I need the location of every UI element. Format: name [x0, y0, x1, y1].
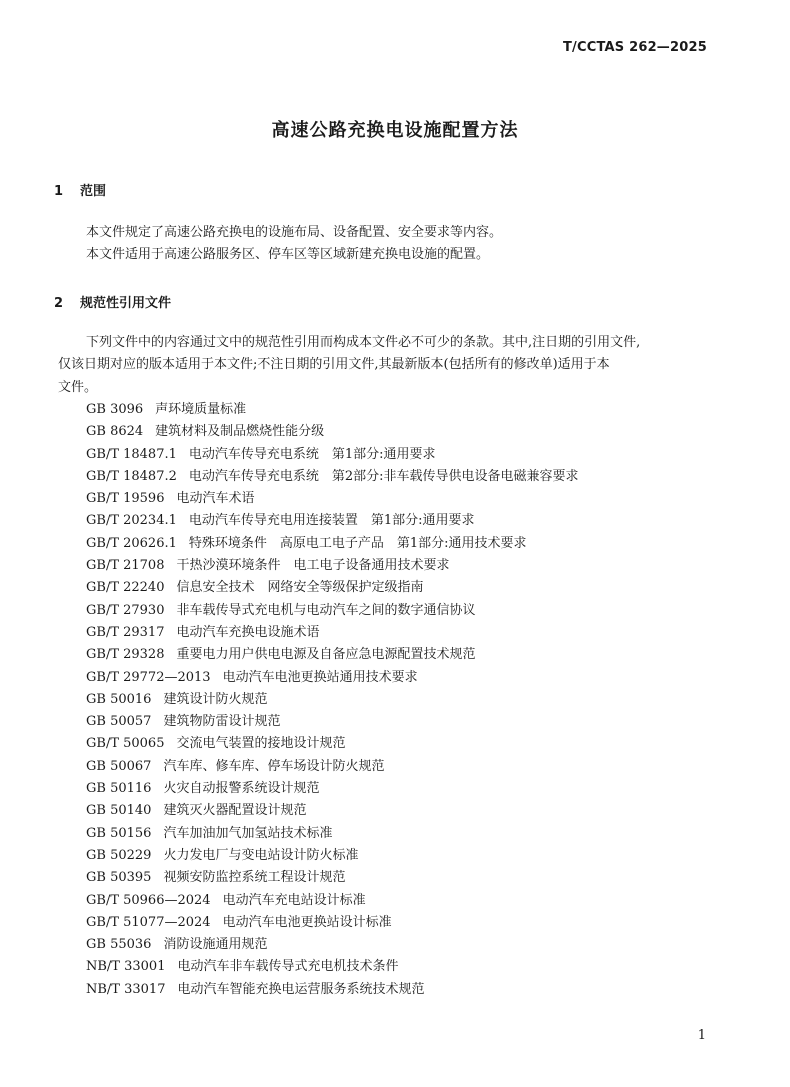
- reference-item: [86, 510, 579, 532]
- section-2-number: 2: [54, 296, 64, 311]
- reference-title: 建筑设计防火规范: [163, 691, 268, 707]
- page-number: 1: [697, 1028, 706, 1043]
- reference-title: 火灾自动报警系统设计规范: [163, 781, 320, 797]
- reference-code: GB 50140: [86, 803, 152, 819]
- reference-title: 汽车加油加气加氢站技术标准: [163, 825, 333, 841]
- reference-code: GB/T 20234.1: [86, 513, 177, 529]
- reference-title: 重要电力用户供电电源及自备应急电源配置技术规范: [176, 647, 476, 663]
- standard-code: T/CCTAS 262—2025: [562, 40, 707, 55]
- reference-item: [86, 689, 579, 711]
- reference-title: 电动汽车电池更换站通用技术要求: [222, 669, 418, 685]
- reference-title: 电动汽车传导充电系统 第1部分:通用要求: [188, 446, 436, 462]
- reference-item: [86, 466, 579, 488]
- section-1-line-2: 本文件适用于高速公路服务区、停车区等区域新建充换电设施的配置。: [86, 247, 490, 263]
- reference-title: 电动汽车术语: [176, 491, 255, 507]
- normative-reference-list: [86, 399, 579, 1001]
- reference-title: 电动汽车电池更换站设计标准: [222, 914, 392, 930]
- reference-item: [86, 823, 579, 845]
- reference-title: 消防设施通用规范: [163, 937, 268, 953]
- reference-title: 电动汽车充电站设计标准: [222, 892, 366, 908]
- reference-item: [86, 912, 579, 934]
- reference-item: [86, 577, 579, 599]
- reference-item: [86, 979, 579, 1001]
- reference-item: [86, 778, 579, 800]
- reference-code: GB 50229: [86, 847, 152, 863]
- reference-code: GB 8624: [86, 424, 144, 440]
- reference-title: 特殊环境条件 高原电工电子产品 第1部分:通用技术要求: [188, 535, 527, 551]
- reference-code: GB 55036: [86, 937, 152, 953]
- reference-title: 建筑材料及制品燃烧性能分级: [155, 424, 325, 440]
- reference-code: GB/T 50065: [86, 736, 165, 752]
- reference-item: [86, 421, 579, 443]
- reference-code: GB 50057: [86, 714, 152, 730]
- section-1-heading: [54, 180, 106, 199]
- section-1-body: [58, 222, 718, 267]
- section-1-title: 范围: [80, 184, 107, 199]
- reference-code: GB 50016: [86, 691, 152, 707]
- reference-code: GB/T 29328: [86, 647, 165, 663]
- section-2-heading: [54, 292, 171, 311]
- reference-title: 建筑物防雷设计规范: [163, 714, 281, 730]
- reference-code: GB/T 27930: [86, 602, 165, 618]
- reference-item: [86, 600, 579, 622]
- reference-item: [86, 756, 579, 778]
- reference-code: GB 50116: [86, 781, 152, 797]
- reference-item: [86, 488, 579, 510]
- reference-item: [86, 667, 579, 689]
- section-2-intro-line-1: 下列文件中的内容通过文中的规范性引用而构成本文件必不可少的条款。其中,注日期的引用文件,: [86, 335, 641, 350]
- reference-code: GB/T 29317: [86, 624, 165, 640]
- reference-item: [86, 956, 579, 978]
- reference-code: GB/T 51077—2024: [86, 914, 211, 930]
- reference-title: 非车载传导式充电机与电动汽车之间的数字通信协议: [176, 602, 476, 618]
- section-2-intro: [58, 332, 718, 399]
- reference-code: GB/T 29772—2013: [86, 669, 211, 685]
- reference-title: 电动汽车非车载传导式充电机技术条件: [177, 959, 399, 975]
- reference-item: [86, 867, 579, 889]
- section-2-intro-line-2: 仅该日期对应的版本适用于本文件;不注日期的引用文件,其最新版本(包括所有的修改单)适用于本: [58, 357, 610, 373]
- reference-code: GB/T 18487.2: [86, 468, 177, 484]
- reference-title: 信息安全技术 网络安全等级保护定级指南: [176, 580, 424, 596]
- reference-code: GB/T 19596: [86, 491, 165, 507]
- reference-item: [86, 890, 579, 912]
- reference-item: [86, 533, 579, 555]
- reference-code: GB 50067: [86, 758, 152, 774]
- reference-code: GB 50156: [86, 825, 152, 841]
- section-2-title: 规范性引用文件: [80, 296, 172, 311]
- reference-code: NB/T 33001: [86, 959, 166, 975]
- reference-title: 电动汽车充换电设施术语: [176, 624, 320, 640]
- reference-title: 建筑灭火器配置设计规范: [163, 803, 307, 819]
- reference-code: GB/T 18487.1: [86, 446, 177, 462]
- reference-code: GB/T 21708: [86, 558, 165, 574]
- reference-code: GB/T 50966—2024: [86, 892, 211, 908]
- reference-item: [86, 555, 579, 577]
- section-1-number: 1: [54, 184, 64, 199]
- reference-title: 声环境质量标准: [155, 402, 247, 417]
- reference-item: [86, 644, 579, 666]
- reference-item: [86, 733, 579, 755]
- section-1-line-1: 本文件规定了高速公路充换电的设施布局、设备配置、安全要求等内容。: [86, 225, 503, 240]
- reference-title: 交流电气装置的接地设计规范: [176, 736, 346, 752]
- reference-item: [86, 444, 579, 466]
- reference-item: [86, 399, 579, 421]
- reference-code: GB 50395: [86, 870, 152, 886]
- reference-title: 电动汽车智能充换电运营服务系统技术规范: [177, 981, 425, 997]
- section-2-intro-line-3: 文件。: [58, 379, 98, 395]
- reference-item: [86, 934, 579, 956]
- reference-title: 电动汽车传导充电系统 第2部分:非车载传导供电设备电磁兼容要求: [188, 468, 579, 484]
- reference-code: GB/T 22240: [86, 580, 165, 596]
- document-title: 高速公路充换电设施配置方法: [271, 120, 519, 141]
- reference-item: [86, 711, 579, 733]
- reference-title: 视频安防监控系统工程设计规范: [163, 870, 346, 886]
- reference-item: [86, 845, 579, 867]
- reference-title: 火力发电厂与变电站设计防火标准: [163, 847, 359, 863]
- reference-code: GB/T 20626.1: [86, 535, 177, 551]
- reference-code: NB/T 33017: [86, 981, 166, 997]
- reference-title: 电动汽车传导充电用连接装置 第1部分:通用要求: [188, 513, 475, 529]
- reference-title: 干热沙漠环境条件 电工电子设备通用技术要求: [176, 558, 450, 574]
- reference-code: GB 3096: [86, 402, 144, 417]
- reference-item: [86, 800, 579, 822]
- reference-title: 汽车库、修车库、停车场设计防火规范: [163, 758, 385, 774]
- reference-item: [86, 622, 579, 644]
